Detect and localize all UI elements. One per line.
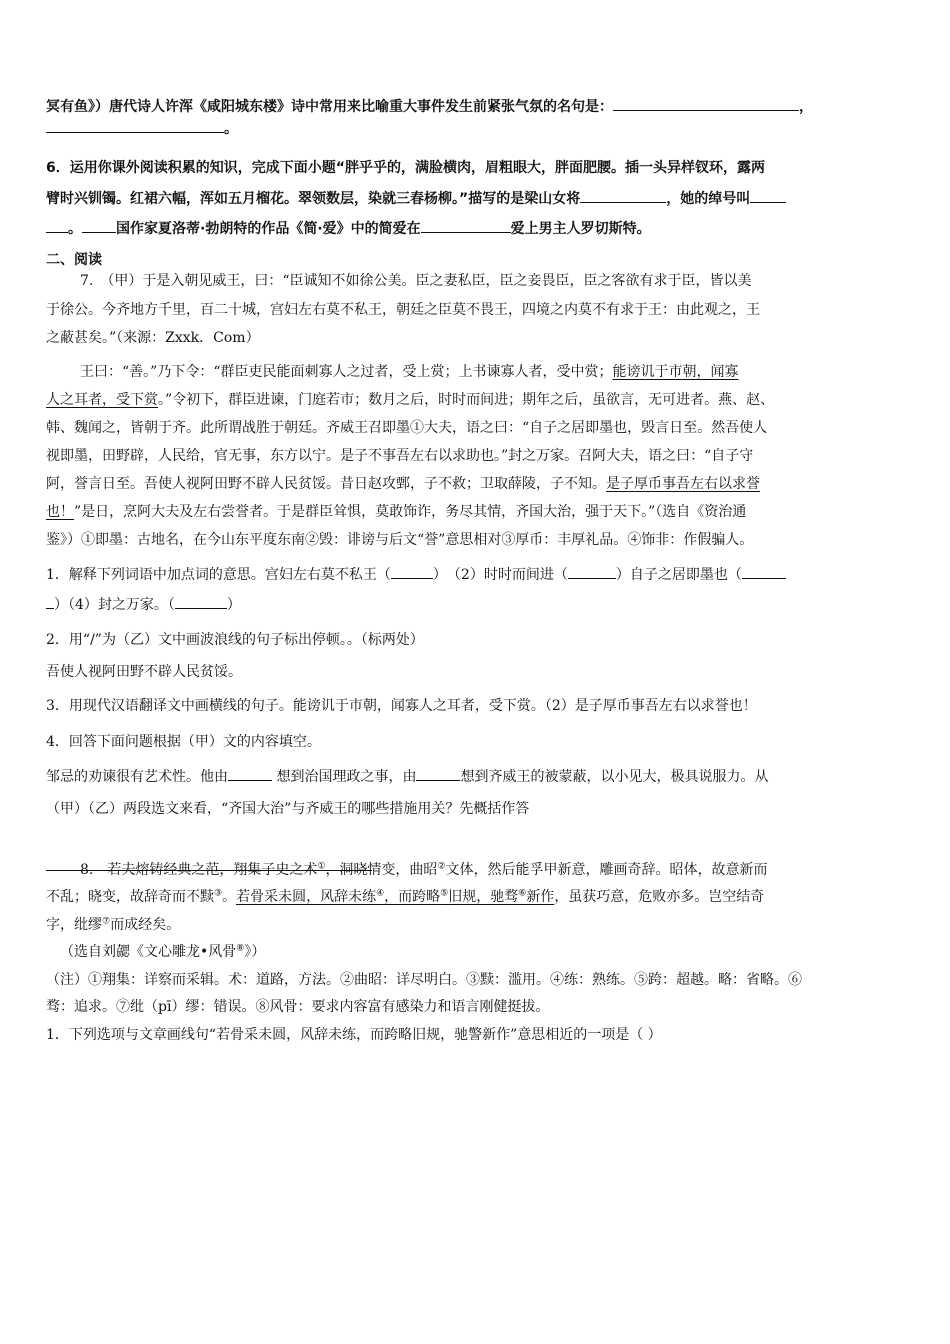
q7-sub1-text-e: ） (226, 597, 241, 613)
q7-underlined-sentence-cont: 人之耳者，受下赏 (46, 392, 158, 408)
q8-ul-4: 新作 (526, 889, 555, 905)
q7-sub1-blank-4[interactable] (175, 594, 227, 609)
q7-p2-text-5: 阿，誉言日至。吾使人视阿田野不辟人民贫馁。昔日赵攻鄄，子不救；卫取薛陵，子不知。 (46, 476, 606, 492)
q7-passage-1-line-1: 7. （甲）于是入朝见威王，曰：“臣诚知不如徐公美。臣之妻私臣，臣之妾畏臣，臣之客欲有求于臣，皆以美 (80, 273, 752, 289)
note-mark: ⑧ (236, 943, 245, 954)
q6-blank-country[interactable] (82, 218, 116, 233)
q7-sub1-text-a: 1．解释下列词语中加点词的意思。宫妇左右莫不私王（ (46, 567, 391, 583)
q7-sub4-line-3: （甲）（乙）两段选文来看，“齐国大治”与齐威王的哪些措施用关？先概括作答 (46, 801, 530, 817)
q6-blank-place[interactable] (421, 218, 511, 233)
q8-ul-1: 若骨采未圆，风辞未练 (236, 889, 377, 905)
q7-sub2-line-2: 吾使人视阿田野不辟人民贫馁。 (46, 664, 242, 680)
q6-blank-nickname[interactable] (750, 188, 786, 203)
q8-sub1-line: 1．下列选项与文章画线句“若骨采未圆，风辞未练，而跨略旧规，驰警新作”意思相近的一项是（ ） (46, 1027, 662, 1043)
q7-sub1-blank-2[interactable] (568, 564, 616, 579)
q7-underlined-sentence: 能谤讥于市朝，闻寡 (612, 364, 739, 380)
q7-sub1-text-b: ） （2）时时而间进（ (432, 567, 568, 583)
q7-passage-2-line-1 (46, 362, 738, 382)
q8-text-1b: ，洞晓情变，曲昭 (325, 862, 438, 878)
q7-sub4-text-a: 邹忌的劝谏很有艺术性。他由 (46, 769, 228, 785)
q7-sub4-blank-1[interactable] (228, 766, 272, 781)
q6-text-d: 国作家夏洛蒂·勃朗特的作品《简·爱》中的简爱在 (116, 221, 421, 237)
note-mark: ① (317, 861, 326, 872)
q7-sub1-text-d: ）（4）封之万家。（ (54, 597, 175, 613)
q7-passage-2-line-2 (46, 390, 774, 410)
q6-blank-nickname-cont[interactable] (46, 218, 68, 233)
q8-text-2a: 不乱；晓变，故辞奇而不黩 (46, 889, 214, 905)
q8-ul-3: 旧规，驰骛 (448, 889, 519, 905)
q7-underlined-sentence-2-cont: 也！ (46, 504, 74, 520)
q7-notes-line: 鉴》）①即墨：古地名，在今山东平度东南②毁：诽谤与后文“誉”意思相对③厚币：丰厚礼品。④饰非：作假骗人。 (46, 532, 754, 548)
q5-tail-line (46, 96, 813, 117)
q7-passage-1-line-2: 于徐公。今齐地方千里，百二十城，宫妇左右莫不私王，朝廷之臣莫不畏王，四境之内莫不有求于王：由此观之，王 (46, 302, 760, 318)
q7-passage-2-line-4: 视即墨，田野辟，人民给，官无事，东方以宁。是子不事吾左右以求助也。”封之万家。召阿大夫，语之曰：“自子守 (46, 448, 754, 464)
q8-text-1a: 8. 若夫熔铸经典之范，翔集子史之术 (80, 862, 318, 878)
q6-line-3 (46, 218, 651, 239)
q8-passage-line-3 (46, 915, 180, 935)
q7-passage-2-line-5 (46, 474, 760, 494)
q8-notes-line-1: （注）①翔集：详察而采辑。术：道路，方法。②曲昭：详尽明白。③黩：滥用。④练：熟练。⑤跨：超越。略：省略。⑥ (46, 972, 802, 988)
note-mark: ② (437, 861, 446, 872)
q8-ul-2: ，而跨略 (384, 889, 441, 905)
q7-sub1-line-1 (46, 564, 786, 585)
q6-line-2 (46, 188, 786, 209)
q7-sub3-line: 3．用现代汉语翻译文中画横线的句子。能谤讥于市朝，闻寡人之耳者，受下赏。（2）是子厚币事吾左右以求誉也！ (46, 698, 757, 714)
q7-sub4-line-1: 4．回答下面问题根据（甲）文的内容填空。 (46, 734, 321, 750)
q8-text-1c: 文体，然后能孚甲新意，雕画奇辞。昭体，故意新而 (445, 862, 768, 878)
q5-period: 。 (224, 121, 238, 137)
q7-sub1-blank-1[interactable] (391, 564, 433, 579)
note-mark: ⑦ (102, 916, 111, 927)
q7-passage-2-line-3: 韩、魏闻之，皆朝于齐。此所谓战胜于朝廷。齐威王召即墨①大夫，语之曰：“自子之居即墨也，毁言日至。然吾使人 (46, 420, 768, 436)
q6-text-a: 臂时兴钏镯。红裙六幅，浑如五月榴花。翠领数层，染就三春杨柳。”描写的是梁山女将 (46, 191, 581, 207)
q6-blank-general[interactable] (580, 188, 666, 203)
q7-p2-text-2: 。”令初下，群臣进谏，门庭若市；数月之后，时时而间进；期年之后，虽欲言，无可进者。燕、赵、 (158, 392, 775, 408)
q8-source-b: 》） (244, 944, 266, 960)
q5-comma: ， (799, 99, 813, 115)
note-mark: ③ (214, 888, 223, 899)
q8-source-line (46, 942, 265, 962)
q5-answer-blank-1[interactable] (613, 96, 799, 111)
note-mark: ④ (376, 888, 385, 899)
q7-sub4-text-c: 想到齐威王的被蒙蔽，以小见大，极具说服力。从 (460, 769, 769, 785)
q7-p2-text: 王曰：“善。”乃下令：“群臣吏民能面刺寡人之过者，受上赏；上书谏寡人者，受中赏； (80, 364, 613, 380)
q5-tail-line-2 (46, 118, 238, 139)
q6-text-c: 。 (68, 221, 82, 237)
q7-sub4-text-b: 想到治国理政之事，由 (276, 769, 417, 785)
q8-text-3b: 而成经矣。 (110, 917, 181, 933)
q8-text-2c: ，虽获巧意，危败亦多。岂空结奇 (554, 889, 765, 905)
note-mark: ⑥ (518, 888, 527, 899)
note-mark: ⑤ (440, 888, 449, 899)
q8-underlined-sentence (236, 889, 554, 905)
q7-p2-text-6: ”是日，烹阿大夫及左右尝誉者。于是群臣耸惧，莫敢饰诈，务尽其情，齐国大治，强于天下。”（选自《资治通 (74, 504, 747, 520)
q8-source-a: （选自刘勰《文心雕龙•风骨 (60, 944, 237, 960)
q7-sub1-line-2 (46, 594, 241, 615)
q6-text-b: ，她的绰号叫 (666, 191, 751, 207)
q8-passage-line-2 (46, 887, 764, 907)
q8-passage-line-1 (46, 860, 768, 880)
section-title-reading: 二、阅读 (46, 252, 102, 268)
q7-passage-1-line-3: 之蔽甚矣。”（来源：Zxxk．Com） (46, 330, 260, 346)
q7-sub2-line-1: 2．用“/”为（乙）文中画波浪线的句子标出停顿。。（标两处） (46, 632, 424, 648)
q8-notes-line-2: 骛：追求。⑦纰（pī）缪：错误。⑧风骨：要求内容富有感染力和语言刚健挺拔。 (46, 999, 550, 1015)
q7-underlined-sentence-2: 是子厚币事吾左右以求誉 (606, 476, 760, 492)
q7-sub1-text-c: ）自子之居即墨也（ (615, 567, 742, 583)
q7-sub1-blank-3-cont[interactable] (46, 594, 54, 609)
q6-text-e: 爱上男主人罗切斯特。 (510, 221, 651, 237)
q6-line-1: 6．运用你课外阅读积累的知识，完成下面小题“胖乎乎的，满脸横肉，眉粗眼大，胖面肥腰。插一头异样钗环，露两 (46, 160, 765, 176)
q7-sub4-line-2 (46, 766, 768, 787)
q7-sub4-blank-2[interactable] (416, 766, 460, 781)
q7-passage-2-line-6 (46, 502, 746, 522)
q5-text: 冥有鱼》）唐代诗人许浑《咸阳城东楼》诗中常用来比喻重大事件发生前紧张气氛的名句是： (46, 99, 613, 115)
q5-answer-blank-2[interactable] (46, 118, 224, 133)
q7-sub1-blank-3[interactable] (742, 564, 786, 579)
q8-text-3a: 字，纰缪 (46, 917, 102, 933)
q8-text-2b: 。 (222, 889, 237, 905)
